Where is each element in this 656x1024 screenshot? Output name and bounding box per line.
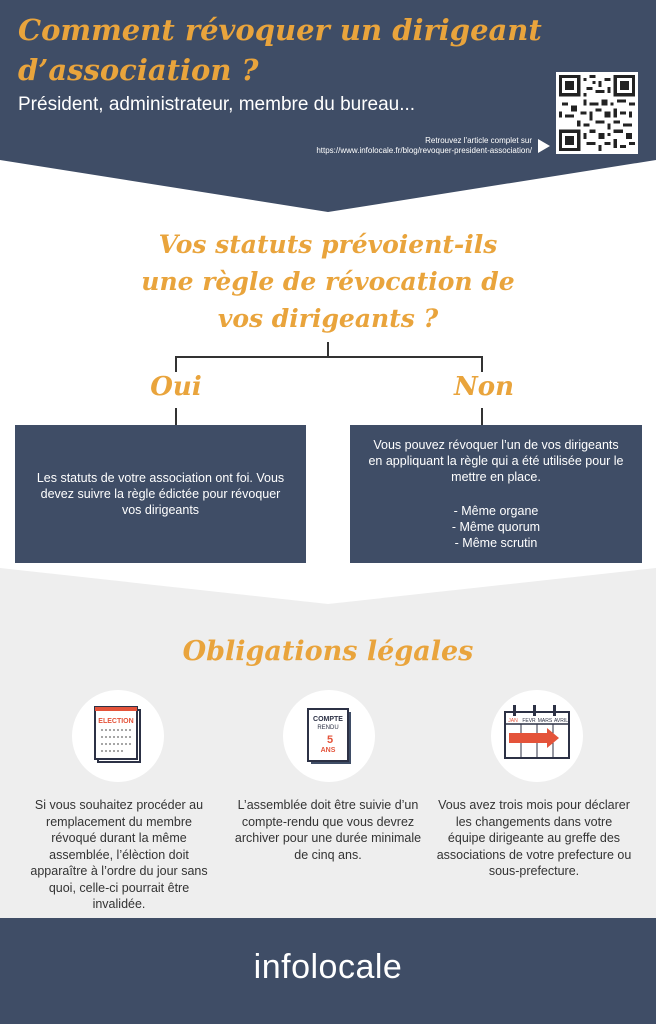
- tree-branch-bar: [175, 356, 483, 358]
- article-url[interactable]: https://www.infolocale.fr/blog/revoquer-president-association/: [316, 146, 532, 155]
- brand-logo[interactable]: infolocale: [253, 948, 403, 986]
- report-icon-label-2: RENDU: [317, 725, 339, 731]
- calendar-circle: [491, 690, 583, 782]
- calendar-icon: [491, 690, 583, 782]
- election-circle: [72, 690, 164, 782]
- obligations-title: Obligations légales: [182, 636, 474, 667]
- report-icon-unit: ANS: [320, 747, 336, 754]
- tree-right-drop: [481, 356, 483, 372]
- calendar-month-3: MARS: [537, 718, 553, 724]
- answer-yes-box: [15, 425, 306, 563]
- article-link[interactable]: [232, 136, 532, 156]
- report-icon-label-1: COMPTE: [313, 716, 343, 723]
- question-line-3: vos dirigeants ?: [217, 304, 439, 333]
- report-document-icon: [283, 690, 375, 782]
- election-icon-label: ELECTION: [98, 718, 134, 725]
- obligation-election-text: Si vous souhaitez procéder au remplacement du membre révoqué durant la même assemblée, l’élèction doit apparaître à l’ordre du jour sans quoi, celle-ci pourrait être invalidée.: [30, 798, 208, 911]
- article-label: Retrouvez l'article complet sur: [425, 136, 532, 145]
- question-line-2: une règle de révocation de: [141, 267, 515, 296]
- tree-left-drop: [175, 356, 177, 372]
- answer-no-item: - Même scrutin: [454, 536, 538, 550]
- report-icon-number: 5: [326, 734, 334, 746]
- answer-no-item: - Même quorum: [451, 520, 541, 534]
- calendar-month-4: AVRIL: [553, 718, 569, 724]
- branch-yes-label: Oui: [150, 372, 202, 402]
- answer-no-text: Vous pouvez révoquer l’un de vos dirigeants en appliquant la règle qui a été utilisée pour le mettre en place.: [368, 438, 624, 484]
- branch-no-label: Non: [453, 372, 514, 402]
- answer-no-box: [350, 425, 642, 563]
- question-line-1: Vos statuts prévoient-ils: [158, 230, 498, 259]
- obligation-calendar-text: Vous avez trois mois pour déclarer les changements dans votre équipe dirigeante au greffe des associations de votre prefecture ou sous-prefecture.: [436, 798, 632, 878]
- calendar-month-2: FEVR: [522, 718, 536, 724]
- report-circle: [283, 690, 375, 782]
- obligation-report-text: L’assemblée doit être suivie d’un compte-rendu que vous devrez archiver pour une durée minimale de cinq ans.: [234, 798, 422, 862]
- qr-code-icon[interactable]: [556, 72, 638, 154]
- tree-right-connector: [481, 408, 483, 425]
- arrow-right-icon: [538, 139, 550, 153]
- page-subtitle: Président, administrateur, membre du bureau...: [18, 94, 416, 115]
- calendar-month-1: JAN: [508, 718, 518, 724]
- question-heading: [120, 226, 536, 337]
- page-title: Comment révoquer un dirigeant d’association ?: [18, 13, 542, 87]
- answer-yes-text: Les statuts de votre association ont foi. Vous devez suivre la règle édictée pour révoquer vos dirigeants: [36, 471, 285, 517]
- tree-left-connector: [175, 408, 177, 425]
- election-document-icon: [72, 690, 164, 782]
- answer-no-item: - Même organe: [453, 504, 539, 518]
